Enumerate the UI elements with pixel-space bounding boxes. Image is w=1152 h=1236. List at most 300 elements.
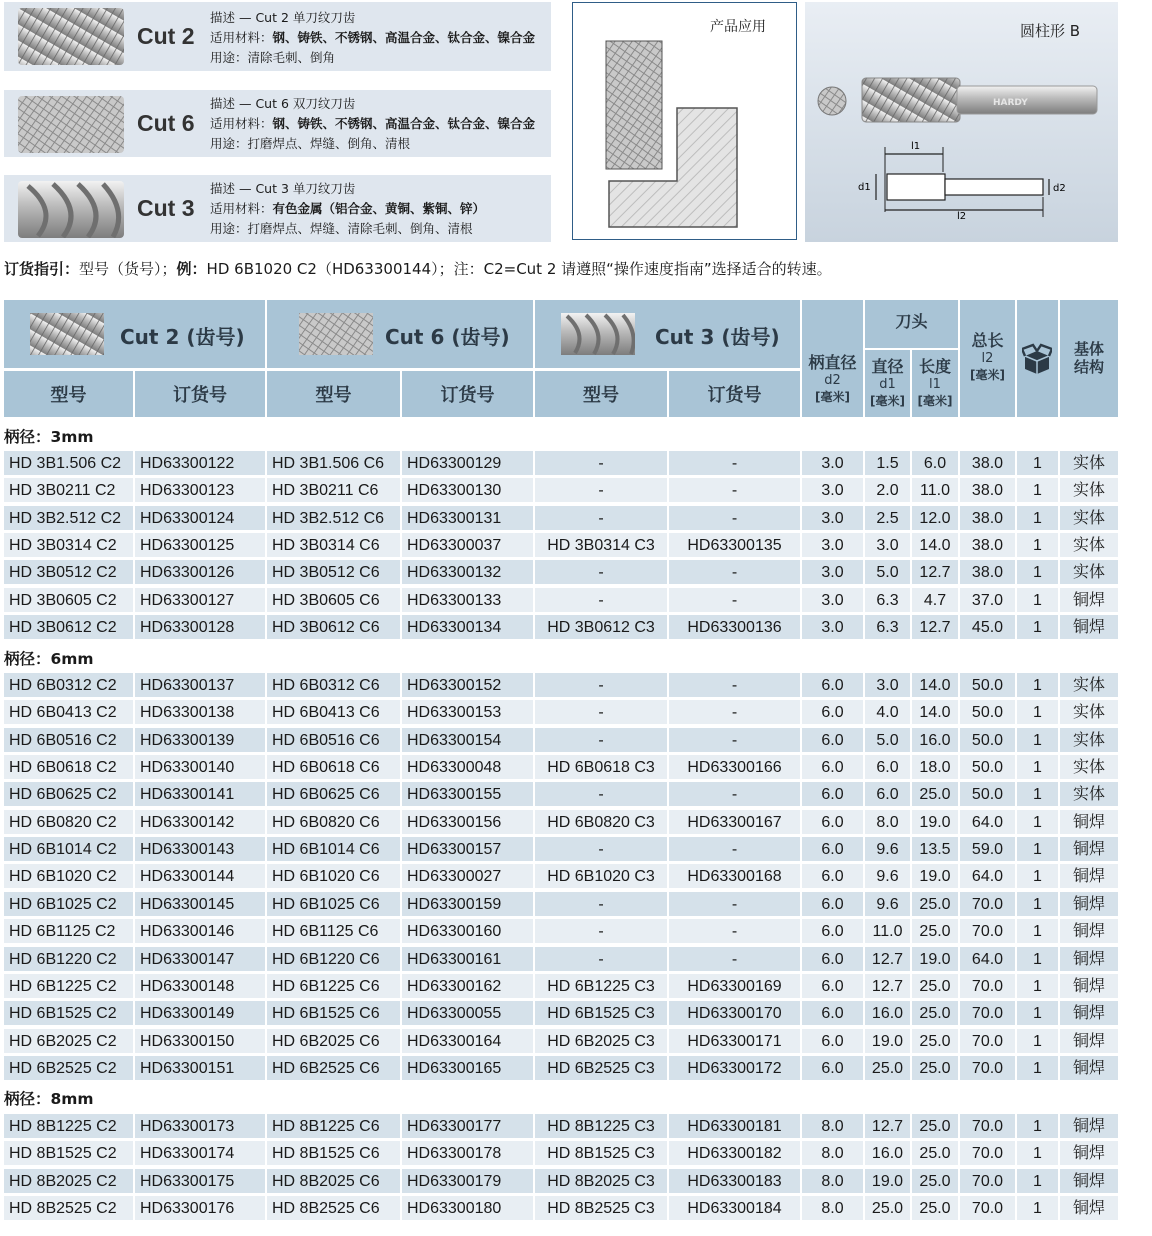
cell-head-dia: 12.7 xyxy=(865,974,910,998)
cell-base: 实体 xyxy=(1060,700,1118,724)
cell-order-c3: - xyxy=(669,837,800,861)
cell-head-dia: 6.0 xyxy=(865,782,910,806)
cell-base: 铜焊 xyxy=(1060,615,1118,639)
cell-shank-dia: 3.0 xyxy=(802,533,863,557)
cell-order-c3: HD63300169 xyxy=(669,974,800,998)
cell-total-len: 70.0 xyxy=(960,1196,1015,1220)
cell-order-c2: HD63300124 xyxy=(135,506,265,530)
cell-model-c3: HD 6B0820 C3 xyxy=(535,810,667,834)
cell-base: 实体 xyxy=(1060,755,1118,779)
cell-order-c3: HD63300172 xyxy=(669,1056,800,1080)
cell-order-c6: HD63300177 xyxy=(402,1114,533,1138)
cell-head-len: 25.0 xyxy=(912,1196,958,1220)
cell-model-c2: HD 3B1.506 C2 xyxy=(4,451,133,475)
cell-model-c6: HD 6B1225 C6 xyxy=(267,974,400,998)
cell-order-c2: HD63300122 xyxy=(135,451,265,475)
cell-order-c6: HD63300048 xyxy=(402,755,533,779)
cell-head-len: 12.7 xyxy=(912,560,958,584)
cell-order-c6: HD63300153 xyxy=(402,700,533,724)
cell-order-c2: HD63300123 xyxy=(135,478,265,502)
cell-qty: 1 xyxy=(1017,837,1058,861)
cut-6-panel xyxy=(4,90,551,157)
cell-model-c2: HD 3B0211 C2 xyxy=(4,478,133,502)
cell-qty: 1 xyxy=(1017,478,1058,502)
cell-order-c2: HD63300140 xyxy=(135,755,265,779)
cell-order-c3: - xyxy=(669,478,800,502)
total-len-header: 总长 l2 [毫米] xyxy=(960,300,1015,417)
cell-head-len: 13.5 xyxy=(912,837,958,861)
cell-base: 铜焊 xyxy=(1060,810,1118,834)
d2-label: d2 xyxy=(1053,183,1066,194)
cell-order-c2: HD63300150 xyxy=(135,1029,265,1053)
cell-order-c3: HD63300183 xyxy=(669,1169,800,1193)
shape-b-panel xyxy=(805,2,1118,242)
cell-model-c3: - xyxy=(535,728,667,752)
cell-order-c6: HD63300179 xyxy=(402,1169,533,1193)
cell-order-c6: HD63300155 xyxy=(402,782,533,806)
cell-order-c3: HD63300170 xyxy=(669,1001,800,1025)
cell-model-c6: HD 6B0820 C6 xyxy=(267,810,400,834)
cell-model-c3: - xyxy=(535,700,667,724)
cell-head-len: 25.0 xyxy=(912,919,958,943)
cell-order-c6: HD63300152 xyxy=(402,673,533,697)
cell-model-c6: HD 6B1014 C6 xyxy=(267,837,400,861)
cell-order-c3: - xyxy=(669,782,800,806)
cell-model-c2: HD 6B1225 C2 xyxy=(4,974,133,998)
cell-base: 铜焊 xyxy=(1060,919,1118,943)
cell-order-c3: - xyxy=(669,673,800,697)
cell-order-c2: HD63300175 xyxy=(135,1169,265,1193)
cell-model-c2: HD 8B1225 C2 xyxy=(4,1114,133,1138)
cell-head-len: 25.0 xyxy=(912,1169,958,1193)
cell-order-c3: - xyxy=(669,919,800,943)
cell-total-len: 38.0 xyxy=(960,478,1015,502)
cut-6-group-header: Cut 6 (齿号) xyxy=(267,300,533,368)
cell-order-c2: HD63300143 xyxy=(135,837,265,861)
cell-shank-dia: 6.0 xyxy=(802,755,863,779)
cut-2-description: 描述 — Cut 2 单刀纹刀齿 适用材料：钢、铸铁、不锈钢、高温合金、钛合金、镍合金 用途：清除毛刺、倒角 xyxy=(210,10,536,65)
cell-order-c3: HD63300171 xyxy=(669,1029,800,1053)
cell-total-len: 70.0 xyxy=(960,1056,1015,1080)
cell-head-dia: 19.0 xyxy=(865,1029,910,1053)
cell-head-dia: 12.7 xyxy=(865,947,910,971)
cell-head-dia: 16.0 xyxy=(865,1001,910,1025)
cell-model-c2: HD 3B0605 C2 xyxy=(4,588,133,612)
cell-qty: 1 xyxy=(1017,1141,1058,1165)
cut-3-order-header: 订货号 xyxy=(669,371,800,417)
cell-head-dia: 6.3 xyxy=(865,615,910,639)
cell-total-len: 38.0 xyxy=(960,533,1015,557)
cut-2-name: Cut 2 xyxy=(137,23,195,49)
cut-3-bur-icon xyxy=(18,181,124,238)
cell-base: 铜焊 xyxy=(1060,1196,1118,1220)
cut-6-bur-icon xyxy=(18,96,124,153)
cell-base: 铜焊 xyxy=(1060,1169,1118,1193)
cell-qty: 1 xyxy=(1017,673,1058,697)
package-header xyxy=(1017,300,1058,417)
cell-base: 铜焊 xyxy=(1060,837,1118,861)
cell-shank-dia: 3.0 xyxy=(802,478,863,502)
cell-model-c6: HD 3B0605 C6 xyxy=(267,588,400,612)
cell-base: 实体 xyxy=(1060,506,1118,530)
cell-qty: 1 xyxy=(1017,560,1058,584)
cell-head-len: 19.0 xyxy=(912,947,958,971)
section-title: 柄径：8mm xyxy=(4,1090,94,1108)
cell-order-c3: HD63300167 xyxy=(669,810,800,834)
cell-head-dia: 6.0 xyxy=(865,755,910,779)
cut-2-thumb-icon xyxy=(30,313,104,355)
cell-model-c6: HD 3B0612 C6 xyxy=(267,615,400,639)
cell-order-c6: HD63300160 xyxy=(402,919,533,943)
cell-order-c6: HD63300154 xyxy=(402,728,533,752)
order-guide: 订货指引：型号（货号）；例：HD 6B1020 C2（HD63300144）；注：C2=Cut 2 请遵照“操作速度指南”选择适合的转速。 xyxy=(4,260,832,278)
cell-head-len: 25.0 xyxy=(912,1114,958,1138)
cell-model-c2: HD 8B1525 C2 xyxy=(4,1141,133,1165)
cell-head-dia: 5.0 xyxy=(865,728,910,752)
cell-qty: 1 xyxy=(1017,588,1058,612)
cell-model-c3: HD 8B2525 C3 xyxy=(535,1196,667,1220)
cell-model-c6: HD 6B1025 C6 xyxy=(267,892,400,916)
cut-2-group-header: Cut 2 (齿号) xyxy=(4,300,265,368)
cell-model-c3: HD 6B1525 C3 xyxy=(535,1001,667,1025)
cell-base: 实体 xyxy=(1060,560,1118,584)
cell-model-c6: HD 3B1.506 C6 xyxy=(267,451,400,475)
cell-base: 实体 xyxy=(1060,451,1118,475)
cell-total-len: 70.0 xyxy=(960,1029,1015,1053)
cell-model-c2: HD 3B0612 C2 xyxy=(4,615,133,639)
cell-shank-dia: 6.0 xyxy=(802,810,863,834)
head-dia-header: 直径 d1 [毫米] xyxy=(865,350,910,417)
cell-model-c6: HD 6B1220 C6 xyxy=(267,947,400,971)
cell-model-c3: HD 8B1525 C3 xyxy=(535,1141,667,1165)
cell-order-c3: HD63300184 xyxy=(669,1196,800,1220)
cut-2-model-header: 型号 xyxy=(4,371,133,417)
cut-3-thumb-icon xyxy=(561,313,635,355)
cell-base: 实体 xyxy=(1060,673,1118,697)
cell-total-len: 64.0 xyxy=(960,947,1015,971)
shape-title: 圆柱形 B xyxy=(1020,22,1081,40)
cell-model-c3: - xyxy=(535,837,667,861)
cell-head-dia: 19.0 xyxy=(865,1169,910,1193)
cell-base: 铜焊 xyxy=(1060,974,1118,998)
cell-head-len: 25.0 xyxy=(912,1029,958,1053)
cell-shank-dia: 8.0 xyxy=(802,1169,863,1193)
d1-label: d1 xyxy=(858,182,871,193)
cell-qty: 1 xyxy=(1017,1114,1058,1138)
section-title: 柄径：6mm xyxy=(4,650,94,668)
cell-model-c6: HD 8B2525 C6 xyxy=(267,1196,400,1220)
cell-model-c2: HD 6B0312 C2 xyxy=(4,673,133,697)
cell-total-len: 37.0 xyxy=(960,588,1015,612)
l1-label: l1 xyxy=(911,141,921,152)
cell-head-len: 25.0 xyxy=(912,892,958,916)
cell-head-len: 25.0 xyxy=(912,782,958,806)
cell-head-len: 19.0 xyxy=(912,810,958,834)
cell-model-c3: - xyxy=(535,673,667,697)
cell-shank-dia: 6.0 xyxy=(802,782,863,806)
cell-order-c2: HD63300144 xyxy=(135,864,265,888)
cell-base: 实体 xyxy=(1060,533,1118,557)
cell-base: 铜焊 xyxy=(1060,588,1118,612)
cell-order-c2: HD63300128 xyxy=(135,615,265,639)
cell-total-len: 70.0 xyxy=(960,1114,1015,1138)
cell-order-c2: HD63300139 xyxy=(135,728,265,752)
cell-model-c6: HD 8B1225 C6 xyxy=(267,1114,400,1138)
cell-order-c2: HD63300149 xyxy=(135,1001,265,1025)
cell-order-c3: - xyxy=(669,728,800,752)
cell-shank-dia: 6.0 xyxy=(802,892,863,916)
cell-order-c6: HD63300157 xyxy=(402,837,533,861)
cut-3-model-header: 型号 xyxy=(535,371,667,417)
cell-order-c2: HD63300173 xyxy=(135,1114,265,1138)
cell-shank-dia: 6.0 xyxy=(802,974,863,998)
cell-shank-dia: 3.0 xyxy=(802,560,863,584)
cell-order-c3: - xyxy=(669,700,800,724)
cell-model-c3: HD 3B0314 C3 xyxy=(535,533,667,557)
cell-head-len: 12.0 xyxy=(912,506,958,530)
cell-shank-dia: 6.0 xyxy=(802,1001,863,1025)
cell-model-c2: HD 6B0516 C2 xyxy=(4,728,133,752)
cell-base: 铜焊 xyxy=(1060,1114,1118,1138)
cell-order-c6: HD63300180 xyxy=(402,1196,533,1220)
cell-order-c3: - xyxy=(669,451,800,475)
cell-total-len: 70.0 xyxy=(960,1141,1015,1165)
cell-order-c2: HD63300138 xyxy=(135,700,265,724)
cell-order-c2: HD63300137 xyxy=(135,673,265,697)
cell-model-c6: HD 3B2.512 C6 xyxy=(267,506,400,530)
cell-head-dia: 8.0 xyxy=(865,810,910,834)
cell-order-c3: - xyxy=(669,588,800,612)
cell-total-len: 38.0 xyxy=(960,506,1015,530)
cell-model-c3: - xyxy=(535,892,667,916)
cut-3-name: Cut 3 xyxy=(137,195,195,221)
cell-total-len: 50.0 xyxy=(960,700,1015,724)
cell-head-dia: 16.0 xyxy=(865,1141,910,1165)
cell-qty: 1 xyxy=(1017,919,1058,943)
cell-total-len: 50.0 xyxy=(960,728,1015,752)
cell-order-c2: HD63300174 xyxy=(135,1141,265,1165)
cell-model-c6: HD 6B0413 C6 xyxy=(267,700,400,724)
application-title: 产品应用 xyxy=(710,19,766,35)
cell-order-c3: - xyxy=(669,947,800,971)
cell-qty: 1 xyxy=(1017,615,1058,639)
cell-model-c6: HD 8B1525 C6 xyxy=(267,1141,400,1165)
cell-total-len: 64.0 xyxy=(960,864,1015,888)
cell-qty: 1 xyxy=(1017,728,1058,752)
cell-model-c6: HD 6B2525 C6 xyxy=(267,1056,400,1080)
cell-model-c6: HD 6B0618 C6 xyxy=(267,755,400,779)
cell-head-dia: 5.0 xyxy=(865,560,910,584)
cell-model-c3: HD 8B1225 C3 xyxy=(535,1114,667,1138)
cell-total-len: 70.0 xyxy=(960,1001,1015,1025)
cell-order-c6: HD63300156 xyxy=(402,810,533,834)
cell-order-c3: HD63300166 xyxy=(669,755,800,779)
cell-model-c2: HD 3B2.512 C2 xyxy=(4,506,133,530)
cell-head-dia: 6.3 xyxy=(865,588,910,612)
cut-3-group-header: Cut 3 (齿号) xyxy=(535,300,800,368)
cell-order-c6: HD63300165 xyxy=(402,1056,533,1080)
cell-shank-dia: 6.0 xyxy=(802,837,863,861)
cell-shank-dia: 8.0 xyxy=(802,1114,863,1138)
cell-order-c3: - xyxy=(669,560,800,584)
cell-order-c6: HD63300159 xyxy=(402,892,533,916)
cell-total-len: 38.0 xyxy=(960,451,1015,475)
cell-head-len: 4.7 xyxy=(912,588,958,612)
cell-head-len: 25.0 xyxy=(912,1141,958,1165)
cell-order-c2: HD63300176 xyxy=(135,1196,265,1220)
cell-model-c6: HD 3B0211 C6 xyxy=(267,478,400,502)
cell-qty: 1 xyxy=(1017,1029,1058,1053)
cell-order-c6: HD63300162 xyxy=(402,974,533,998)
cell-total-len: 38.0 xyxy=(960,560,1015,584)
cell-head-len: 18.0 xyxy=(912,755,958,779)
cell-model-c3: - xyxy=(535,947,667,971)
cell-head-len: 25.0 xyxy=(912,1001,958,1025)
cell-model-c3: - xyxy=(535,782,667,806)
cell-base: 铜焊 xyxy=(1060,1141,1118,1165)
head-header: 刀头 xyxy=(865,300,958,348)
cell-head-len: 14.0 xyxy=(912,673,958,697)
cell-model-c2: HD 6B1525 C2 xyxy=(4,1001,133,1025)
cell-order-c3: HD63300168 xyxy=(669,864,800,888)
cell-qty: 1 xyxy=(1017,755,1058,779)
cell-base: 实体 xyxy=(1060,782,1118,806)
cell-model-c6: HD 6B0516 C6 xyxy=(267,728,400,752)
cell-model-c2: HD 3B0314 C2 xyxy=(4,533,133,557)
cell-model-c3: HD 6B0618 C3 xyxy=(535,755,667,779)
cell-base: 铜焊 xyxy=(1060,947,1118,971)
cell-shank-dia: 3.0 xyxy=(802,615,863,639)
cell-shank-dia: 6.0 xyxy=(802,947,863,971)
cell-order-c2: HD63300147 xyxy=(135,947,265,971)
cell-head-dia: 12.7 xyxy=(865,1114,910,1138)
cell-shank-dia: 6.0 xyxy=(802,864,863,888)
cell-model-c2: HD 6B0618 C2 xyxy=(4,755,133,779)
hardy-brand-mark: HARDY xyxy=(993,98,1028,108)
cell-model-c6: HD 6B1020 C6 xyxy=(267,864,400,888)
cell-shank-dia: 6.0 xyxy=(802,673,863,697)
cut-2-order-header: 订货号 xyxy=(135,371,265,417)
cell-order-c6: HD63300133 xyxy=(402,588,533,612)
cell-qty: 1 xyxy=(1017,1056,1058,1080)
cell-model-c3: - xyxy=(535,506,667,530)
cut-3-panel xyxy=(4,175,551,242)
cell-model-c3: - xyxy=(535,478,667,502)
cut-6-model-header: 型号 xyxy=(267,371,400,417)
cell-model-c3: HD 6B2525 C3 xyxy=(535,1056,667,1080)
cell-total-len: 59.0 xyxy=(960,837,1015,861)
cell-base: 铜焊 xyxy=(1060,864,1118,888)
cell-order-c2: HD63300148 xyxy=(135,974,265,998)
cell-order-c6: HD63300129 xyxy=(402,451,533,475)
cell-model-c2: HD 8B2025 C2 xyxy=(4,1169,133,1193)
cell-order-c2: HD63300141 xyxy=(135,782,265,806)
cell-head-len: 19.0 xyxy=(912,864,958,888)
cell-shank-dia: 8.0 xyxy=(802,1196,863,1220)
cut-3-description: 描述 — Cut 3 单刀纹刀齿 适用材料：有色金属（铝合金、黄铜、紫铜、锌） 用途：打磨焊点、焊缝、清除毛刺、倒角、清根 xyxy=(210,181,486,236)
cell-head-len: 14.0 xyxy=(912,533,958,557)
cell-model-c2: HD 6B2025 C2 xyxy=(4,1029,133,1053)
cell-model-c2: HD 6B1020 C2 xyxy=(4,864,133,888)
package-icon xyxy=(1022,342,1052,374)
cell-base: 铜焊 xyxy=(1060,1056,1118,1080)
cell-shank-dia: 8.0 xyxy=(802,1141,863,1165)
cell-model-c3: HD 6B2025 C3 xyxy=(535,1029,667,1053)
cell-model-c3: - xyxy=(535,560,667,584)
cell-total-len: 70.0 xyxy=(960,892,1015,916)
cell-head-dia: 25.0 xyxy=(865,1056,910,1080)
cell-model-c2: HD 6B1014 C2 xyxy=(4,837,133,861)
cell-model-c3: HD 6B1225 C3 xyxy=(535,974,667,998)
cell-head-dia: 1.5 xyxy=(865,451,910,475)
cell-order-c3: - xyxy=(669,892,800,916)
cell-model-c6: HD 6B0312 C6 xyxy=(267,673,400,697)
cell-qty: 1 xyxy=(1017,700,1058,724)
cell-qty: 1 xyxy=(1017,782,1058,806)
cell-model-c6: HD 6B1525 C6 xyxy=(267,1001,400,1025)
cell-model-c6: HD 3B0512 C6 xyxy=(267,560,400,584)
cell-model-c3: - xyxy=(535,588,667,612)
cell-qty: 1 xyxy=(1017,451,1058,475)
cell-base: 铜焊 xyxy=(1060,1029,1118,1053)
cell-qty: 1 xyxy=(1017,947,1058,971)
cell-model-c6: HD 6B1125 C6 xyxy=(267,919,400,943)
cell-model-c2: HD 6B1125 C2 xyxy=(4,919,133,943)
cell-model-c2: HD 8B2525 C2 xyxy=(4,1196,133,1220)
cut-6-order-header: 订货号 xyxy=(402,371,533,417)
cell-base: 实体 xyxy=(1060,478,1118,502)
cell-qty: 1 xyxy=(1017,506,1058,530)
cell-qty: 1 xyxy=(1017,1196,1058,1220)
cell-head-dia: 9.6 xyxy=(865,837,910,861)
cut-6-thumb-icon xyxy=(299,313,373,355)
cell-total-len: 70.0 xyxy=(960,974,1015,998)
cell-head-dia: 4.0 xyxy=(865,700,910,724)
cell-model-c6: HD 6B2025 C6 xyxy=(267,1029,400,1053)
cell-head-len: 25.0 xyxy=(912,1056,958,1080)
cell-head-len: 14.0 xyxy=(912,700,958,724)
cell-head-len: 6.0 xyxy=(912,451,958,475)
cell-order-c2: HD63300127 xyxy=(135,588,265,612)
cell-order-c6: HD63300164 xyxy=(402,1029,533,1053)
cell-head-len: 12.7 xyxy=(912,615,958,639)
cell-base: 铜焊 xyxy=(1060,892,1118,916)
cell-order-c6: HD63300161 xyxy=(402,947,533,971)
cell-model-c2: HD 6B0413 C2 xyxy=(4,700,133,724)
cell-model-c3: - xyxy=(535,451,667,475)
cell-shank-dia: 3.0 xyxy=(802,451,863,475)
base-structure-header: 基体 结构 xyxy=(1060,300,1118,417)
cell-shank-dia: 6.0 xyxy=(802,728,863,752)
section-title: 柄径：3mm xyxy=(4,428,94,446)
cell-order-c3: HD63300182 xyxy=(669,1141,800,1165)
cell-head-dia: 25.0 xyxy=(865,1196,910,1220)
cell-total-len: 50.0 xyxy=(960,673,1015,697)
cell-base: 实体 xyxy=(1060,728,1118,752)
cell-head-len: 16.0 xyxy=(912,728,958,752)
cell-order-c2: HD63300151 xyxy=(135,1056,265,1080)
cell-order-c2: HD63300142 xyxy=(135,810,265,834)
cell-total-len: 50.0 xyxy=(960,782,1015,806)
cell-order-c6: HD63300130 xyxy=(402,478,533,502)
cell-order-c2: HD63300126 xyxy=(135,560,265,584)
cell-order-c3: HD63300181 xyxy=(669,1114,800,1138)
cell-model-c6: HD 8B2025 C6 xyxy=(267,1169,400,1193)
shape-b-diagram xyxy=(805,2,1118,242)
cell-qty: 1 xyxy=(1017,1169,1058,1193)
cell-head-dia: 3.0 xyxy=(865,533,910,557)
cell-model-c3: - xyxy=(535,919,667,943)
